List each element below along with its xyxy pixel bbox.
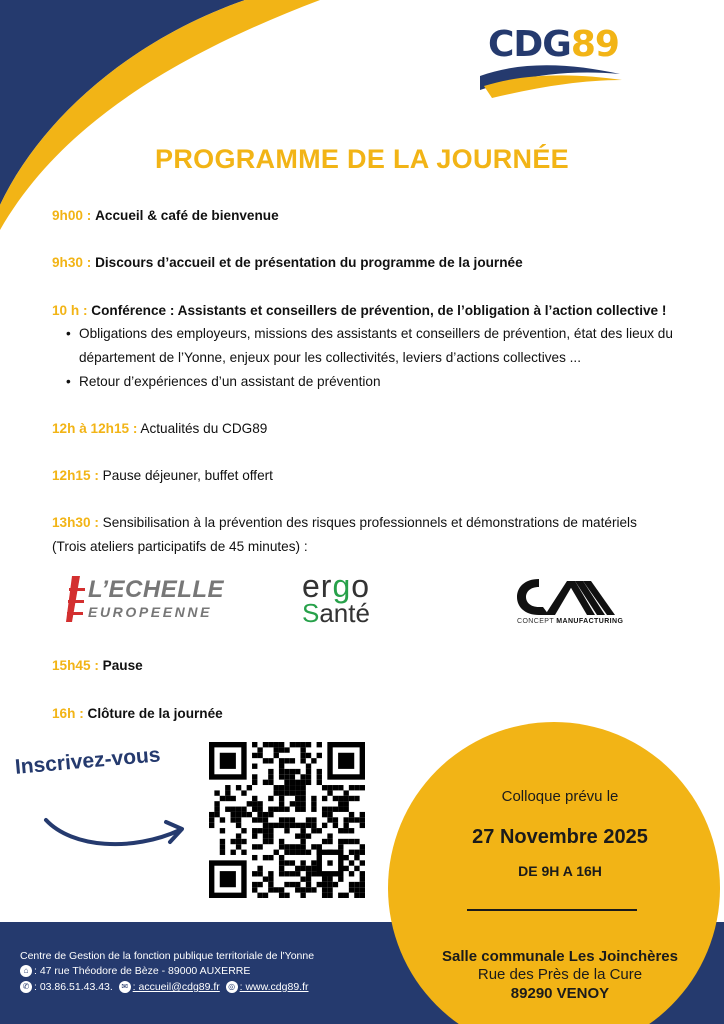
schedule-item: 9h30 : Discours d’accueil et de présentation du programme de la journée — [52, 255, 523, 270]
echelle-europeenne-logo: L’ECHELLE EUROPEENNE — [66, 572, 206, 626]
logo-text: CDG89 — [488, 24, 619, 65]
schedule-item: 9h00 : Accueil & café de bienvenue — [52, 208, 279, 223]
email-link[interactable]: : accueil@cdg89.fr — [132, 981, 220, 993]
event-date: 27 Novembre 2025 — [472, 826, 648, 848]
conference-bullet: • Retour d’expériences d’un assistant de prévention — [66, 370, 686, 394]
register-label: Inscrivez-vous — [14, 743, 162, 779]
footer-contacts: ✆ : 03.86.51.43.43. ✉ : accueil@cdg89.fr ◎ : www.cdg89.fr — [20, 981, 309, 993]
schedule-item: 13h30 : Sensibilisation à la prévention des risques professionnels et démonstrations de matériels — [52, 515, 637, 530]
arrow-icon — [42, 800, 192, 860]
website-link[interactable]: : www.cdg89.fr — [239, 981, 309, 993]
registration-qr-code[interactable] — [209, 742, 365, 898]
schedule-item: 16h : Clôture de la journée — [52, 706, 223, 721]
footer-address: ⌂ : 47 rue Théodore de Bèze - 89000 AUXERRE — [20, 965, 250, 977]
schedule-item: 10 h : Conférence : Assistants et conseillers de prévention, de l’obligation à l’action collective ! — [52, 303, 667, 318]
event-hours: DE 9H A 16H — [518, 863, 602, 879]
cdg89-logo — [474, 22, 624, 102]
logo-swoosh — [474, 60, 624, 100]
ladder-icon — [66, 574, 90, 624]
event-intro: Colloque prévu le — [501, 788, 619, 805]
schedule-item: 12h15 : Pause déjeuner, buffet offert — [52, 468, 273, 483]
phone-icon: ✆ — [20, 981, 32, 993]
event-venue: Salle communale Les Joinchères — [442, 948, 678, 965]
globe-icon: ◎ — [226, 981, 238, 993]
schedule-item: 12h à 12h15 : Actualités du CDG89 — [52, 421, 268, 436]
event-street: Rue des Près de la Cure — [477, 966, 643, 983]
mail-icon: ✉ — [119, 981, 131, 993]
concept-manufacturing-logo: CONCEPT MANUFACTURING — [515, 575, 625, 631]
conference-bullet: • Obligations des employeurs, missions des assistants et conseillers de prévention, état des lieux du département de l’Yonne, enjeux pour les collectivités, leviers d’actions collectives ... — [66, 322, 686, 370]
cm-mark-icon — [515, 575, 625, 617]
divider — [467, 909, 637, 911]
home-icon: ⌂ — [20, 965, 32, 977]
page-title: PROGRAMME DE LA JOURNÉE — [155, 144, 569, 174]
footer-org: Centre de Gestion de la fonction publique territoriale de l'Yonne — [20, 950, 315, 962]
event-city: 89290 VENOY — [510, 985, 610, 1002]
ergo-sante-logo: ergo Santé — [302, 568, 371, 628]
schedule-item: 15h45 : Pause — [52, 658, 143, 673]
workshops-note: (Trois ateliers participatifs de 45 minutes) : — [52, 539, 308, 554]
